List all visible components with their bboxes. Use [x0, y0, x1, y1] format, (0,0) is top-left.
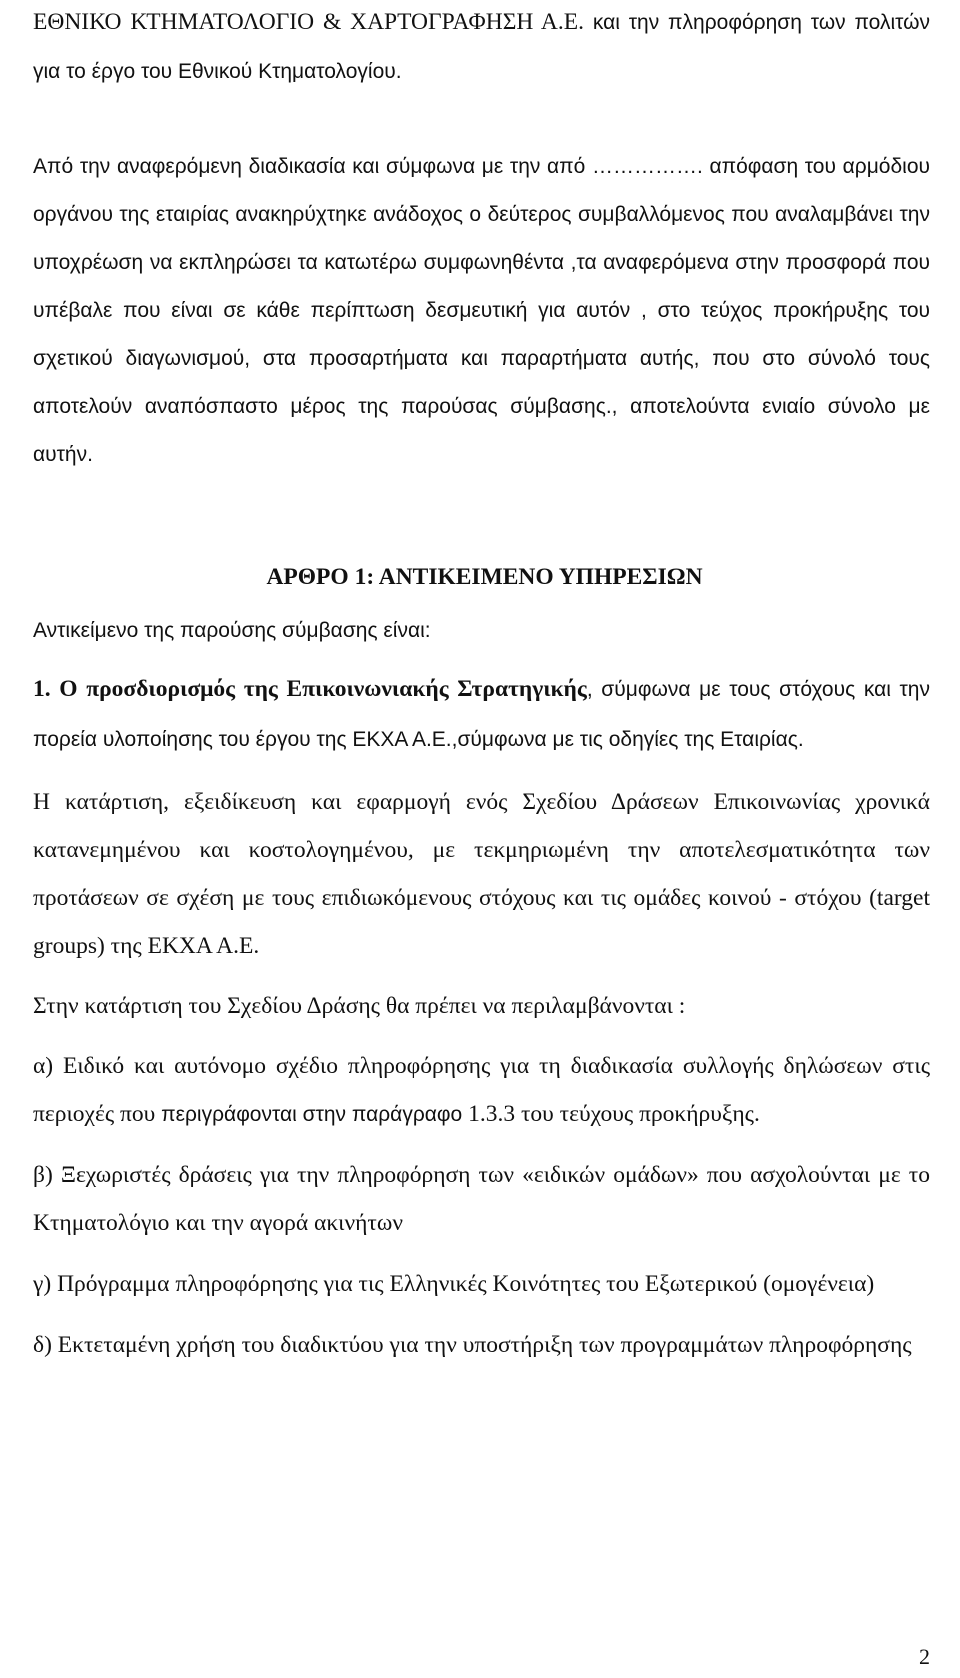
item-1-paragraph — [33, 665, 930, 766]
item-1-text: , σύμφωνα με τους στόχους και την πορεία υλοποίησης του έργου της ΕΚΧΑ Α.Ε.,σύμφωνα με τις οδηγίες της Εταιρίας. — [33, 678, 930, 751]
includes-paragraph: Στην κατάρτιση του Σχεδίου Δράσης θα πρέπει να περιλαμβάνονται : — [33, 993, 686, 1019]
plan-paragraph: Η κατάρτιση, εξειδίκευση και εφαρμογή ενός Σχεδίου Δράσεων Επικοινωνίας χρονικά κατανεμημένου και κοστολογημένου, με τεκμηριωμένη την αποτελεσματικότητα των προτάσεων σε σχέση με τους επιδιωκόμενους στόχους και τις ομάδες κοινού - στόχου (target groups) της ΕΚΧΑ Α.Ε. — [33, 789, 930, 959]
subject-intro: Αντικείμενο της παρούσης σύμβασης είναι: — [33, 619, 431, 642]
intro-paragraph-2: Από την αναφερόμενη διαδικασία και σύμφωνα με την από ……………. απόφαση του αρμόδιου οργάνου της εταιρίας ανακηρύχτηκε ανάδοχος ο δεύτερος συμβαλλόμενος που αναλαμβάνει την υποχρέωση να εκπληρώσει τα κατωτέρω συμφωνηθέντα ,τα αναφερόμενα στην προσφορά που υπέβαλε που είναι σε κάθε περίπτωση δεσμευτική για αυτόν , στο τεύχος προκήρυξης του σχετικού διαγωνισμού, στα προσαρτήματα και παραρτήματα αυτής, που στο σύνολό τους αποτελούν αναπόσπαστο μέρος της παρούσας σύμβασης., αποτελούντα ενιαίο σύνολο με αυτήν. — [33, 155, 930, 466]
intro-paragraph-1 — [33, 0, 930, 96]
item-a-tail: 1.3.3 του τεύχους προκήρυξης. — [462, 1101, 760, 1127]
item-a-paragraph — [33, 1042, 930, 1139]
item-d-paragraph: δ) Εκτεταμένη χρήση του διαδικτύου για την υποστήριξη των προγραμμάτων πληροφόρησης — [33, 1332, 912, 1358]
item-b-paragraph: β) Ξεχωριστές δράσεις για την πληροφόρηση των «ειδικών ομάδων» που ασχολούνται με το Κτηματολόγιο και την αγορά ακινήτων — [33, 1162, 930, 1236]
organization-name: ΕΘΝΙΚΟ ΚΤΗΜΑΤΟΛΟΓΙΟ & ΧΑΡΤΟΓΡΑΦΗΣΗ Α.Ε. — [33, 9, 585, 35]
article-heading: ΑΡΘΡΟ 1: ΑΝΤΙΚΕΙΜΕΝΟ ΥΠΗΡΕΣΙΩΝ — [266, 564, 703, 590]
page-number: 2 — [919, 1644, 930, 1669]
intro-paragraph-1-text: και την πληροφόρηση των πολιτών για το έργο του Εθνικού Κτηματολογίου. — [33, 11, 930, 83]
item-c-paragraph: γ) Πρόγραμμα πληροφόρησης για τις Ελληνικές Κοινότητες του Εξωτερικού (ομογένεια) — [33, 1271, 875, 1297]
item-1-title: 1. Ο προσδιορισμός της Επικοινωνιακής Στρατηγικής — [33, 676, 587, 702]
item-a-reference: περιγράφονται στην παράγραφο — [161, 1103, 463, 1126]
item-a-text: α) Ειδικό και αυτόνομο σχέδιο πληροφόρησης για τη διαδικασία συλλογής δηλώσεων στις περιοχές που — [33, 1053, 930, 1127]
